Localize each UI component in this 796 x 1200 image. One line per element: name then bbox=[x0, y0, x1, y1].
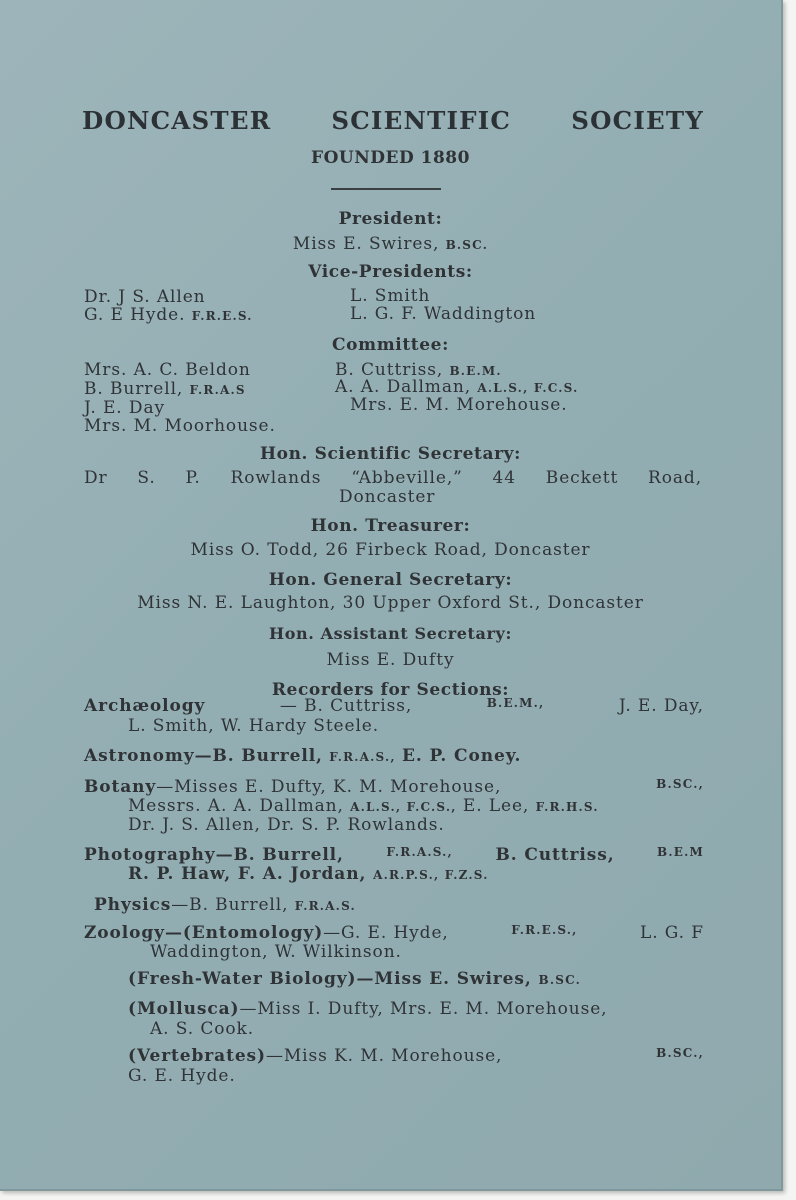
vertebrates-line-1 bbox=[128, 1046, 704, 1066]
title-word-1: DONCASTER bbox=[82, 106, 272, 135]
recorders-heading: Recorders for Sections: bbox=[271, 680, 510, 700]
zoology-entomology: —(Entomology) bbox=[164, 923, 324, 943]
committee-left-2 bbox=[84, 379, 246, 399]
botany-quals-1: B.SC., bbox=[656, 777, 704, 791]
photography-line-2 bbox=[128, 864, 489, 884]
photography-quals-3: A.R.P.S., F.Z.S. bbox=[373, 868, 489, 882]
fresh-water-label: (Fresh-Water Biology) bbox=[128, 969, 357, 989]
general-secretary-line: Miss N. E. Laughton, 30 Upper Oxford St., Doncaster bbox=[137, 593, 644, 613]
president-quals: B.SC. bbox=[445, 238, 489, 252]
physics-label: Physics bbox=[94, 895, 172, 915]
mollusca-recorders: —Miss I. Dufty, Mrs. E. M. Morehouse, bbox=[239, 999, 608, 1019]
committee-right-3: Mrs. E. M. Morehouse. bbox=[350, 395, 568, 415]
vice-president-left-1: Dr. J S. Allen bbox=[84, 287, 206, 307]
photography-label: Photography bbox=[84, 845, 216, 865]
president-name bbox=[0, 234, 781, 254]
physics-recorder: —B. Burrell, bbox=[171, 895, 289, 915]
photography-recorder-b: B. Cuttriss, bbox=[495, 845, 615, 865]
photography-quals-1: F.R.A.S., bbox=[386, 845, 453, 859]
vice-presidents-heading: Vice-Presidents: bbox=[308, 262, 473, 282]
vertebrates-quals: B.SC., bbox=[656, 1046, 704, 1060]
physics-line bbox=[94, 895, 356, 915]
committee-left-3: J. E. Day bbox=[84, 398, 165, 418]
botany-quals-3: F.R.H.S. bbox=[535, 800, 599, 814]
scientific-secretary-address: Dr S. P. Rowlands “Abbeville,” 44 Beckett Road, bbox=[84, 468, 702, 488]
botany-line-2 bbox=[128, 796, 599, 816]
astronomy-recorder-b: E. P. Coney. bbox=[402, 746, 522, 766]
archaeology-line-2: L. Smith, W. Hardy Steele. bbox=[128, 716, 380, 736]
archaeology-quals: B.E.M., bbox=[486, 696, 545, 710]
president-heading: President: bbox=[338, 209, 443, 229]
vertebrates-recorder: —Miss K. M. Morehouse, bbox=[265, 1046, 503, 1066]
botany-recorders-b: Messrs. A. A. Dallman, bbox=[128, 796, 344, 816]
botany-line-3: Dr. J. S. Allen, Dr. S. P. Rowlands. bbox=[128, 815, 445, 835]
astronomy-label: Astronomy bbox=[84, 746, 195, 766]
botany-label: Botany bbox=[84, 777, 157, 797]
zoology-label: Zoology bbox=[84, 923, 165, 943]
committee-right-1-name: B. Cuttriss, bbox=[335, 360, 444, 380]
mollusca-line-1 bbox=[128, 999, 608, 1019]
title-word-2: SCIENTIFIC bbox=[331, 106, 512, 135]
fresh-water-recorder: —Miss E. Swires, bbox=[356, 969, 532, 989]
general-secretary-heading: Hon. General Secretary: bbox=[268, 570, 513, 590]
vice-president-left-2 bbox=[84, 305, 253, 325]
divider-rule bbox=[331, 188, 441, 190]
committee-left-4: Mrs. M. Moorhouse. bbox=[84, 416, 276, 436]
president-name-text: Miss E. Swires, bbox=[292, 234, 440, 254]
botany-quals-2: A.L.S., F.C.S., bbox=[350, 800, 457, 814]
scientific-secretary-line-2: Doncaster bbox=[339, 487, 436, 507]
archaeology-recorder-a: — B. Cuttriss, bbox=[279, 696, 413, 716]
treasurer-line: Miss O. Todd, 26 Firbeck Road, Doncaster bbox=[190, 540, 591, 560]
society-title bbox=[82, 106, 704, 135]
vice-president-left-2-quals: F.R.E.S. bbox=[191, 309, 253, 323]
photography-line-1 bbox=[84, 845, 704, 865]
photography-recorder-a: —B. Burrell, bbox=[215, 845, 344, 865]
vertebrates-line-2: G. E. Hyde. bbox=[128, 1066, 236, 1086]
vertebrates-label: (Vertebrates) bbox=[128, 1046, 266, 1066]
astronomy-recorder-a: —B. Burrell, bbox=[194, 746, 323, 766]
scientific-secretary-heading: Hon. Scientific Secretary: bbox=[259, 444, 521, 464]
committee-heading: Committee: bbox=[332, 335, 449, 355]
archaeology-line-1 bbox=[84, 696, 704, 716]
vice-president-right-1: L. Smith bbox=[350, 286, 431, 306]
zoology-recorder-a: —G. E. Hyde, bbox=[323, 923, 449, 943]
committee-left-1: Mrs. A. C. Beldon bbox=[84, 360, 251, 380]
committee-right-2-name: A. A. Dallman, bbox=[335, 377, 472, 397]
vice-president-left-2-name: G. E Hyde. bbox=[84, 305, 186, 325]
assistant-secretary-heading: Hon. Assistant Secretary: bbox=[269, 624, 512, 643]
zoology-quals: F.R.E.S., bbox=[511, 923, 578, 937]
founded-line: FOUNDED 1880 bbox=[311, 148, 470, 168]
committee-right-2 bbox=[335, 377, 578, 397]
committee-left-2-quals: F.R.A.S bbox=[189, 383, 246, 397]
botany-recorders-a: —Misses E. Dufty, K. M. Morehouse, bbox=[156, 777, 502, 797]
mollusca-label: (Mollusca) bbox=[128, 999, 240, 1019]
treasurer-heading: Hon. Treasurer: bbox=[310, 516, 471, 536]
mollusca-line-2: A. S. Cook. bbox=[150, 1019, 255, 1039]
botany-line-1 bbox=[84, 777, 704, 797]
photography-quals-2: B.E.M bbox=[657, 845, 704, 859]
vice-president-right-2: L. G. F. Waddington bbox=[350, 304, 537, 324]
botany-recorders-c: E. Lee, bbox=[462, 796, 530, 816]
committee-right-2-quals: A.L.S., F.C.S. bbox=[477, 381, 579, 395]
archaeology-label: Archæology bbox=[84, 696, 206, 716]
archaeology-recorder-b: J. E. Day, bbox=[618, 696, 704, 716]
assistant-secretary-line: Miss E. Dufty bbox=[326, 650, 455, 670]
fresh-water-line bbox=[128, 969, 581, 989]
astronomy-quals: F.R.A.S., bbox=[329, 750, 396, 764]
zoology-recorder-b: L. G. F bbox=[640, 923, 704, 943]
fresh-water-quals: B.SC. bbox=[538, 973, 582, 987]
zoology-line-1 bbox=[84, 923, 704, 943]
title-word-3: SOCIETY bbox=[571, 106, 704, 135]
zoology-line-2: Waddington, W. Wilkinson. bbox=[150, 942, 402, 962]
photography-recorder-c: R. P. Haw, F. A. Jordan, bbox=[128, 864, 367, 884]
committee-left-2-name: B. Burrell, bbox=[84, 379, 184, 399]
committee-right-1-quals: B.E.M. bbox=[449, 364, 502, 378]
scientific-secretary-line-1 bbox=[84, 468, 702, 488]
astronomy-line bbox=[84, 746, 521, 766]
physics-quals: F.R.A.S. bbox=[294, 899, 356, 913]
